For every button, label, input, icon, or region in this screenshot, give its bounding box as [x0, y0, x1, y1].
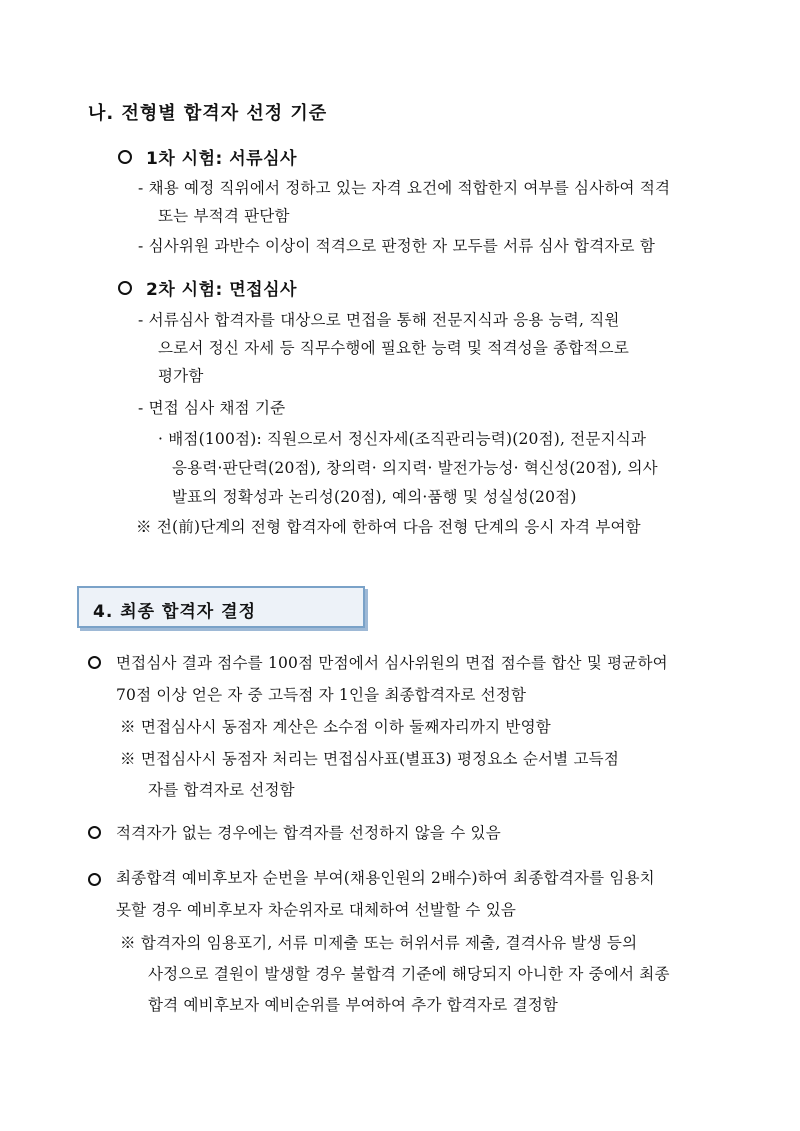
final-note-1: ※ 면접심사시 동점자 계산은 소수점 이하 둘째자리까지 반영함	[120, 718, 551, 736]
stage2-item-1-cont2: 평가함	[158, 367, 204, 385]
final-para-3: 최종합격 예비후보자 순번을 부여(채용인원의 2배수)하여 최종합격자를 임용치	[116, 869, 655, 887]
stage-note: ※ 전(前)단계의 전형 합격자에 한하여 다음 전형 단계의 응시 자격 부여함	[136, 518, 641, 536]
final-note-3: ※ 합격자의 임용포기, 서류 미제출 또는 허위서류 제출, 결격사유 발생 등의	[120, 934, 638, 952]
section-title-box	[77, 586, 365, 628]
circle-bullet-icon	[88, 873, 101, 886]
circle-bullet-icon	[118, 150, 132, 164]
final-note-2-cont: 자를 합격자로 선정함	[148, 781, 295, 799]
scoring-criteria-cont2: 발표의 정확성과 논리성(20점), 예의·품행 및 성실성(20점)	[172, 488, 577, 506]
scoring-criteria: · 배점(100점): 직원으로서 정신자세(조직관리능력)(20점), 전문지식과	[158, 430, 647, 448]
circle-bullet-icon	[118, 281, 132, 295]
stage2-title-row	[118, 275, 297, 300]
stage1-title: 1차 시험: 서류심사	[146, 149, 297, 169]
final-note-3-cont: 사정으로 결원이 발생할 경우 불합격 기준에 해당되지 아니한 자 중에서 최종	[148, 965, 670, 983]
section-heading: 나. 전형별 합격자 선정 기준	[88, 103, 328, 124]
circle-bullet-icon	[88, 656, 101, 669]
stage2-title: 2차 시험: 면접심사	[146, 280, 297, 300]
final-para-1: 면접심사 결과 점수를 100점 만점에서 심사위원의 면접 점수를 합산 및 평균하여	[116, 654, 668, 672]
section-title: 4. 최종 합격자 결정	[93, 602, 256, 622]
stage2-item-1-cont: 으로서 정신 자세 등 직무수행에 필요한 능력 및 적격성을 종합적으로	[158, 339, 629, 357]
stage2-item-1: - 서류심사 합격자를 대상으로 면접을 통해 전문지식과 응용 능력, 직원	[138, 311, 620, 329]
stage1-item-1-cont: 또는 부적격 판단함	[158, 207, 290, 225]
stage1-title-row	[118, 144, 297, 169]
stage1-item-1: - 채용 예정 직위에서 정하고 있는 자격 요건에 적합한지 여부를 심사하여 적격	[138, 179, 671, 197]
final-para-2: 적격자가 없는 경우에는 합격자를 선정하지 않을 수 있음	[116, 824, 501, 842]
circle-bullet-icon	[88, 826, 101, 839]
final-para-3-cont: 못할 경우 예비후보자 차순위자로 대체하여 선발할 수 있음	[116, 901, 517, 919]
final-note-3-cont2: 합격 예비후보자 예비순위를 부여하여 추가 합격자로 결정함	[148, 996, 559, 1014]
final-para-1-cont: 70점 이상 얻은 자 중 고득점 자 1인을 최종합격자로 선정함	[116, 686, 527, 704]
stage1-item-2: - 심사위원 과반수 이상이 적격으로 판정한 자 모두를 서류 심사 합격자로 함	[138, 237, 656, 255]
final-note-2: ※ 면접심사시 동점자 처리는 면접심사표(별표3) 평정요소 순서별 고득점	[120, 750, 619, 768]
stage2-item-2: - 면접 심사 채점 기준	[138, 399, 286, 417]
scoring-criteria-cont: 응용력·판단력(20점), 창의력· 의지력· 발전가능성· 혁신성(20점), 의사	[172, 459, 658, 477]
